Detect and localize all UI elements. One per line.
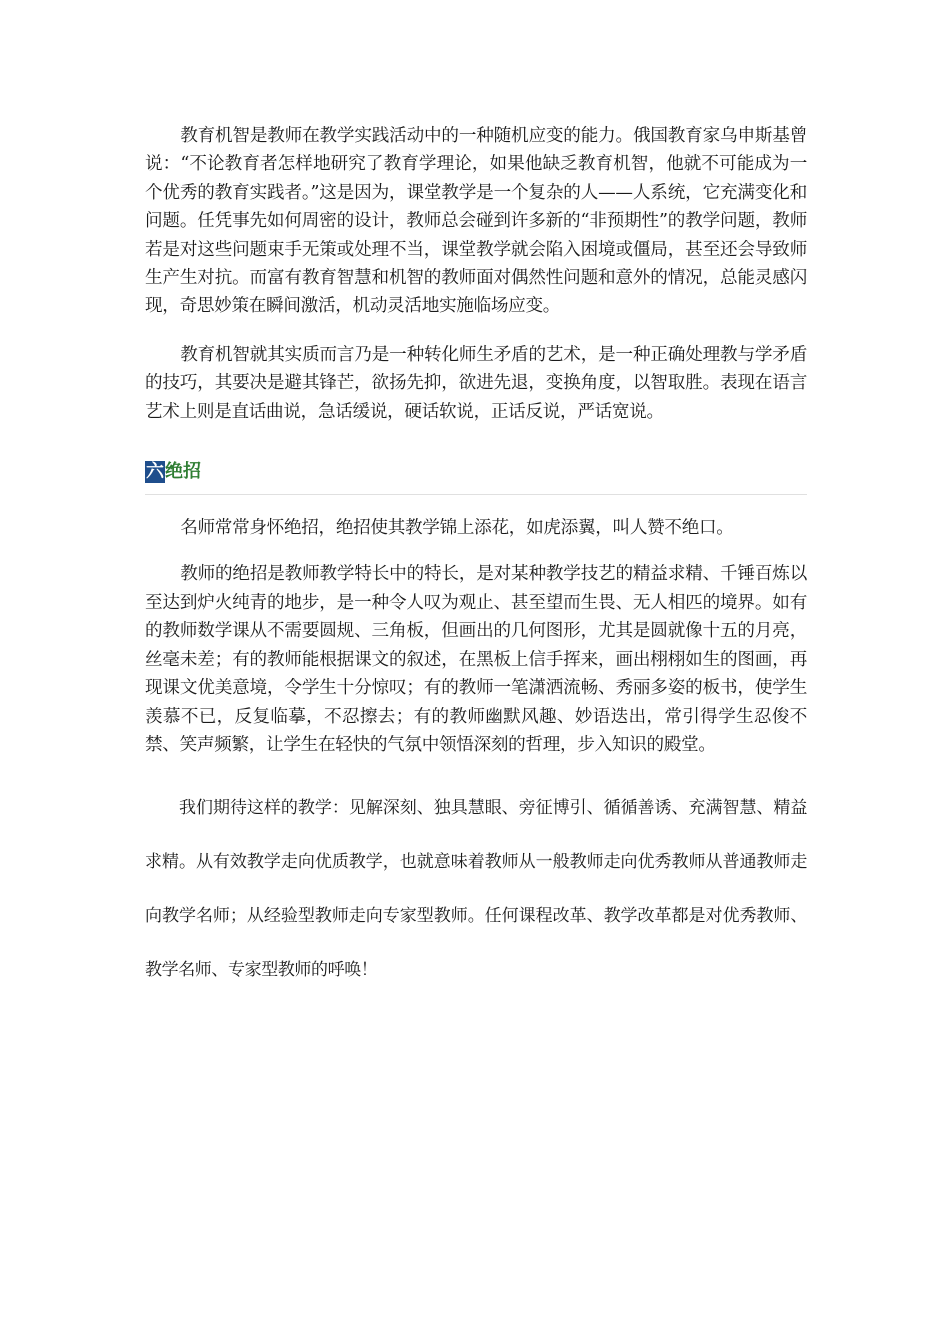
document-page bbox=[145, 122, 807, 997]
paragraph-conclusion: 我们期待这样的教学：见解深刻、独具慧眼、旁征博引、循循善诱、充满智慧、精益求精。从有效教学走向优质教学，也就意味着教师从一般教师走向优秀教师从普通教师走向教学名师；从经验型教师走向专家型教师。任何课程改革、教学改革都是对优秀教师、教学名师、专家型教师的呼唤！ bbox=[145, 798, 807, 981]
paragraph-master-tricks: 名师常常身怀绝招，绝招使其教学锦上添花，如虎添翼，叫人赞不绝口。 bbox=[180, 518, 734, 539]
paragraph-tact-essence: 教育机智就其实质而言乃是一种转化师生矛盾的艺术，是一种正确处理教与学矛盾的技巧，其要决是避其锋芒，欲扬先抑，欲进先退，变换角度，以智取胜。表现在语言艺术上则是直话曲说，急话缓说，硬话软说，正话反说，严话宽说。 bbox=[145, 344, 807, 422]
heading-divider bbox=[145, 494, 807, 495]
section-number: 六 bbox=[146, 461, 164, 483]
paragraph-educational-tact: 教育机智是教师在教学实践活动中的一种随机应变的能力。俄国教育家乌申斯基曾说：“不论教育者怎样地研究了教育学理论，如果他缺乏教育机智，他就不可能成为一个优秀的教育实践者。”这是因为，课堂教学是一个复杂的人——人系统，它充满变化和问题。任凭事先如何周密的设计，教师总会碰到许多新的“非预期性”的教学问题，教师若是对这些问题束手无策或处理不当，课堂教学就会陷入困境或僵局，甚至还会导致师生产生对抗。而富有教育智慧和机智的教师面对偶然性问题和意外的情况，总能灵感闪现，奇思妙策在瞬间激活，机动灵活地实施临场应变。 bbox=[145, 126, 807, 317]
section-heading bbox=[145, 456, 807, 488]
section-title: 绝招 bbox=[165, 461, 201, 483]
paragraph-tricks-detail: 教师的绝招是教师教学特长中的特长，是对某种教学技艺的精益求精、千锤百炼以至达到炉火纯青的地步，是一种令人叹为观止、甚至望而生畏、无人相匹的境界。如有的教师数学课从不需要圆规、三角板，但画出的几何图形，尤其是圆就像十五的月亮，丝毫未差；有的教师能根据课文的叙述，在黑板上信手挥来，画出栩栩如生的图画，再现课文优美意境，令学生十分惊叹；有的教师一笔潇洒流畅、秀丽多姿的板书，使学生羡慕不已，反复临摹，不忍擦去；有的教师幽默风趣、妙语迭出，常引得学生忍俊不禁、笑声频繁，让学生在轻快的气氛中领悟深刻的哲理，步入知识的殿堂。 bbox=[145, 564, 807, 755]
